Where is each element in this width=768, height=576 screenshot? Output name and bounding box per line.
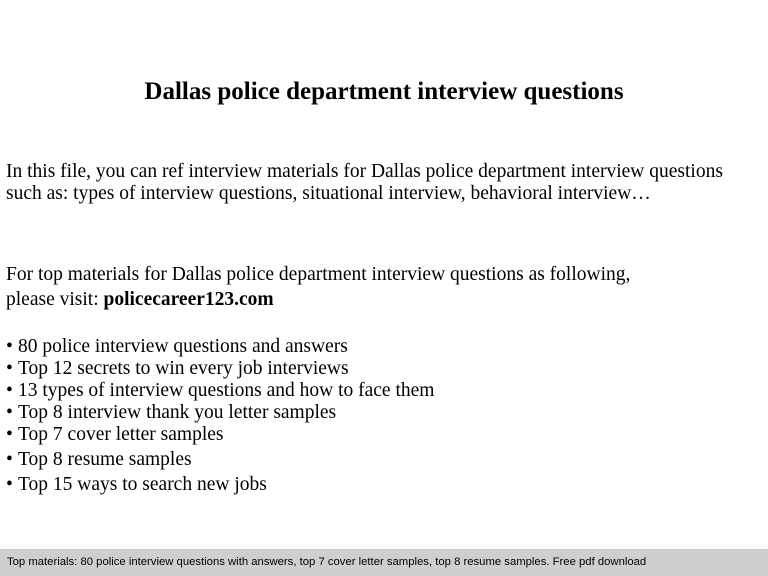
footer-text: Top materials: 80 police interview questions with answers, top 7 cover letter samples, top 8 resume samples. Free pdf download — [7, 556, 647, 568]
bullet-list — [6, 336, 746, 496]
bullet-icon: • — [6, 424, 13, 445]
list-item — [6, 449, 746, 471]
list-item-text: Top 15 ways to search new jobs — [18, 474, 267, 495]
bullet-icon: • — [6, 380, 13, 401]
list-item — [6, 402, 746, 424]
list-item — [6, 474, 746, 496]
footer-bar — [0, 549, 768, 576]
list-item — [6, 424, 746, 446]
list-item — [6, 336, 746, 358]
visit-paragraph — [6, 262, 746, 312]
bullet-icon: • — [6, 336, 13, 357]
visit-site-link[interactable]: policecareer123.com — [103, 289, 274, 310]
visit-line-1: For top materials for Dallas police department interview questions as following, — [6, 264, 631, 285]
intro-paragraph: In this file, you can ref interview materials for Dallas police department interview questions such as: types of interview questions, situational interview, behavioral interview… — [6, 161, 723, 204]
bullet-icon: • — [6, 474, 13, 495]
list-item-text: Top 12 secrets to win every job interviews — [18, 358, 349, 379]
list-item-text: Top 7 cover letter samples — [18, 424, 224, 445]
visit-prefix: please visit: — [6, 289, 104, 310]
slide-title: Dallas police department interview questions — [144, 78, 624, 105]
bullet-icon: • — [6, 402, 13, 423]
bullet-icon: • — [6, 449, 13, 470]
list-item — [6, 358, 746, 380]
list-item-text: 13 types of interview questions and how to face them — [18, 380, 435, 401]
bullet-icon: • — [6, 358, 13, 379]
list-item-text: Top 8 interview thank you letter samples — [18, 402, 337, 423]
list-item-text: Top 8 resume samples — [18, 449, 192, 470]
list-item-text: 80 police interview questions and answers — [18, 336, 348, 357]
list-item — [6, 380, 746, 402]
